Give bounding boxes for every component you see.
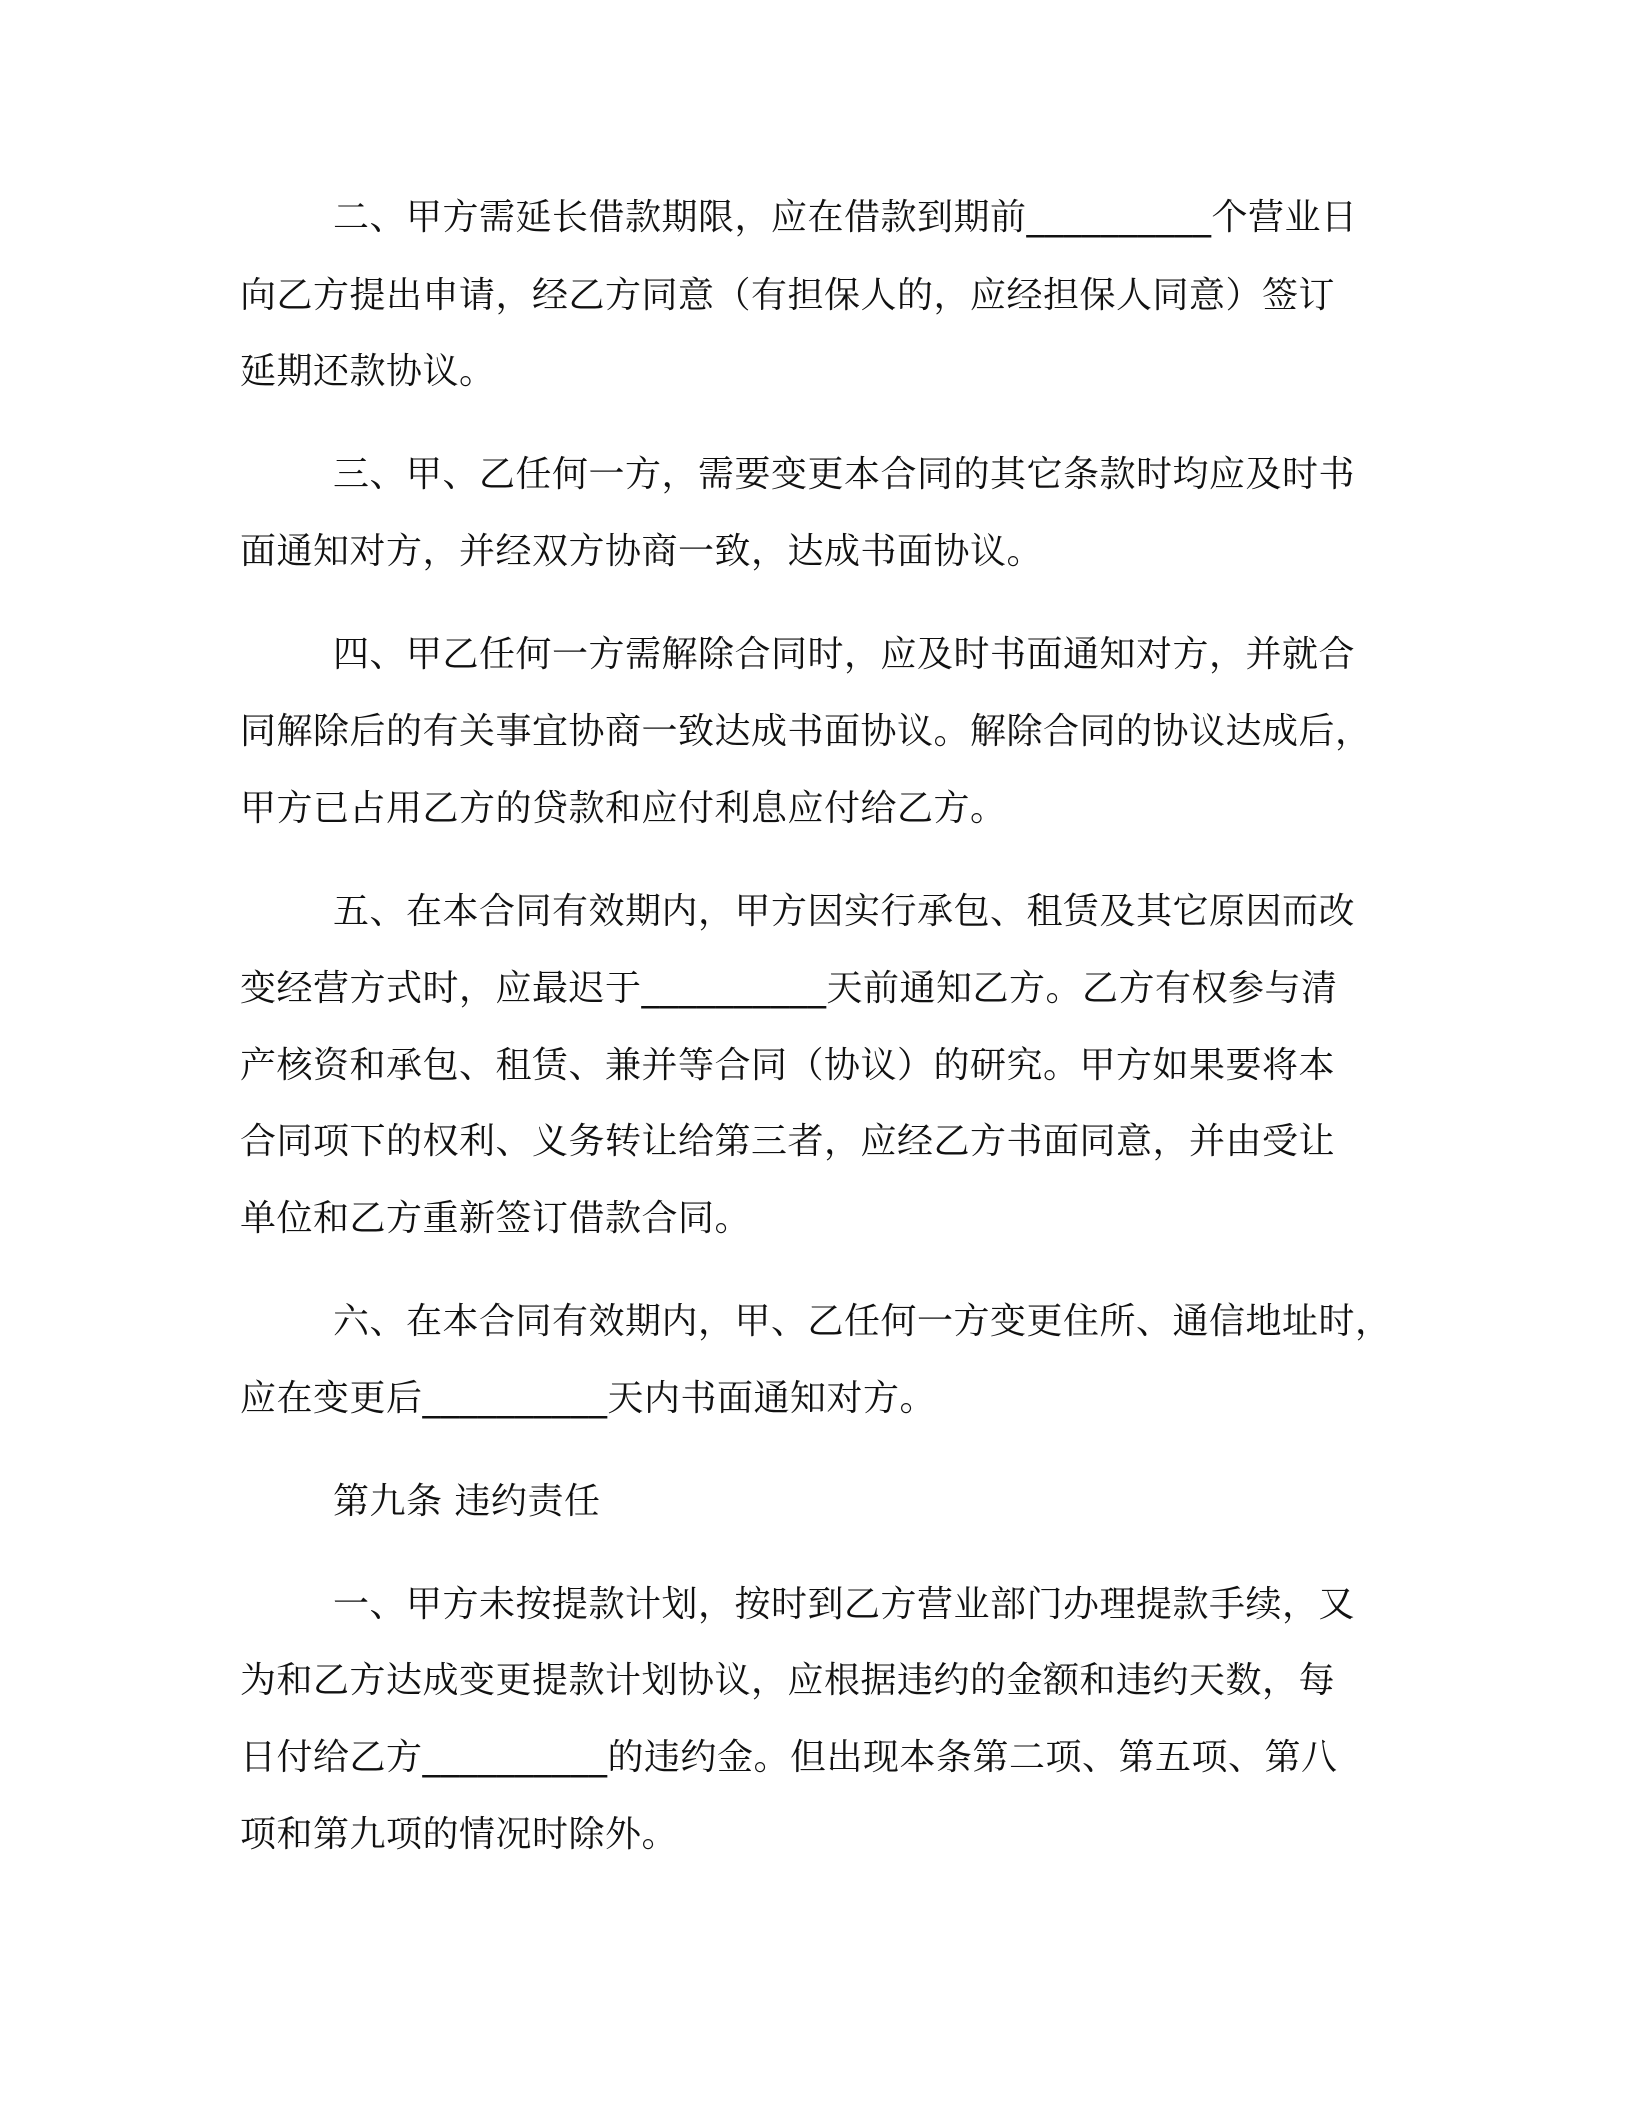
clause-2-line-1: 二、甲方需延长借款期限，应在借款到期前__________个营业日 (333, 197, 1358, 238)
article-9-clause-1-line-4: 项和第九项的情况时除外。 (240, 1814, 679, 1855)
article-9-clause-1-line-2: 为和乙方达成变更提款计划协议，应根据违约的金额和违约天数，每 (240, 1660, 1336, 1701)
clause-2-line-2: 向乙方提出申请，经乙方同意（有担保人的，应经担保人同意）签订 (240, 275, 1336, 316)
clause-3-line-2: 面通知对方，并经双方协商一致，达成书面协议。 (240, 531, 1044, 572)
clause-3-line-1: 三、甲、乙任何一方，需要变更本合同的其它条款时均应及时书 (333, 454, 1356, 495)
article-9-clause-1-line-1: 一、甲方未按提款计划，按时到乙方营业部门办理提款手续，又 (333, 1584, 1356, 1625)
clause-6-line-2: 应在变更后__________天内书面通知对方。 (240, 1378, 937, 1419)
clause-5-line-4: 合同项下的权利、义务转让给第三者，应经乙方书面同意，并由受让 (240, 1121, 1336, 1162)
clause-4-line-3: 甲方已占用乙方的贷款和应付利息应付给乙方。 (240, 788, 1007, 829)
article-9-heading: 第九条 违约责任 (333, 1481, 601, 1522)
clause-4-line-2: 同解除后的有关事宜协商一致达成书面协议。解除合同的协议达成后， (240, 711, 1372, 752)
clause-5-line-5: 单位和乙方重新签订借款合同。 (240, 1198, 752, 1239)
article-9-clause-1-line-3: 日付给乙方__________的违约金。但出现本条第二项、第五项、第八 (240, 1737, 1338, 1778)
clause-5-line-3: 产核资和承包、租赁、兼并等合同（协议）的研究。甲方如果要将本 (240, 1045, 1336, 1086)
clause-4-line-1: 四、甲乙任何一方需解除合同时，应及时书面通知对方，并就合 (333, 634, 1356, 675)
clause-2-line-3: 延期还款协议。 (240, 351, 496, 392)
clause-6-line-1: 六、在本合同有效期内，甲、乙任何一方变更住所、通信地址时， (333, 1301, 1392, 1342)
clause-5-line-2: 变经营方式时，应最迟于__________天前通知乙方。乙方有权参与清 (240, 968, 1338, 1009)
clause-5-line-1: 五、在本合同有效期内，甲方因实行承包、租赁及其它原因而改 (333, 891, 1356, 932)
